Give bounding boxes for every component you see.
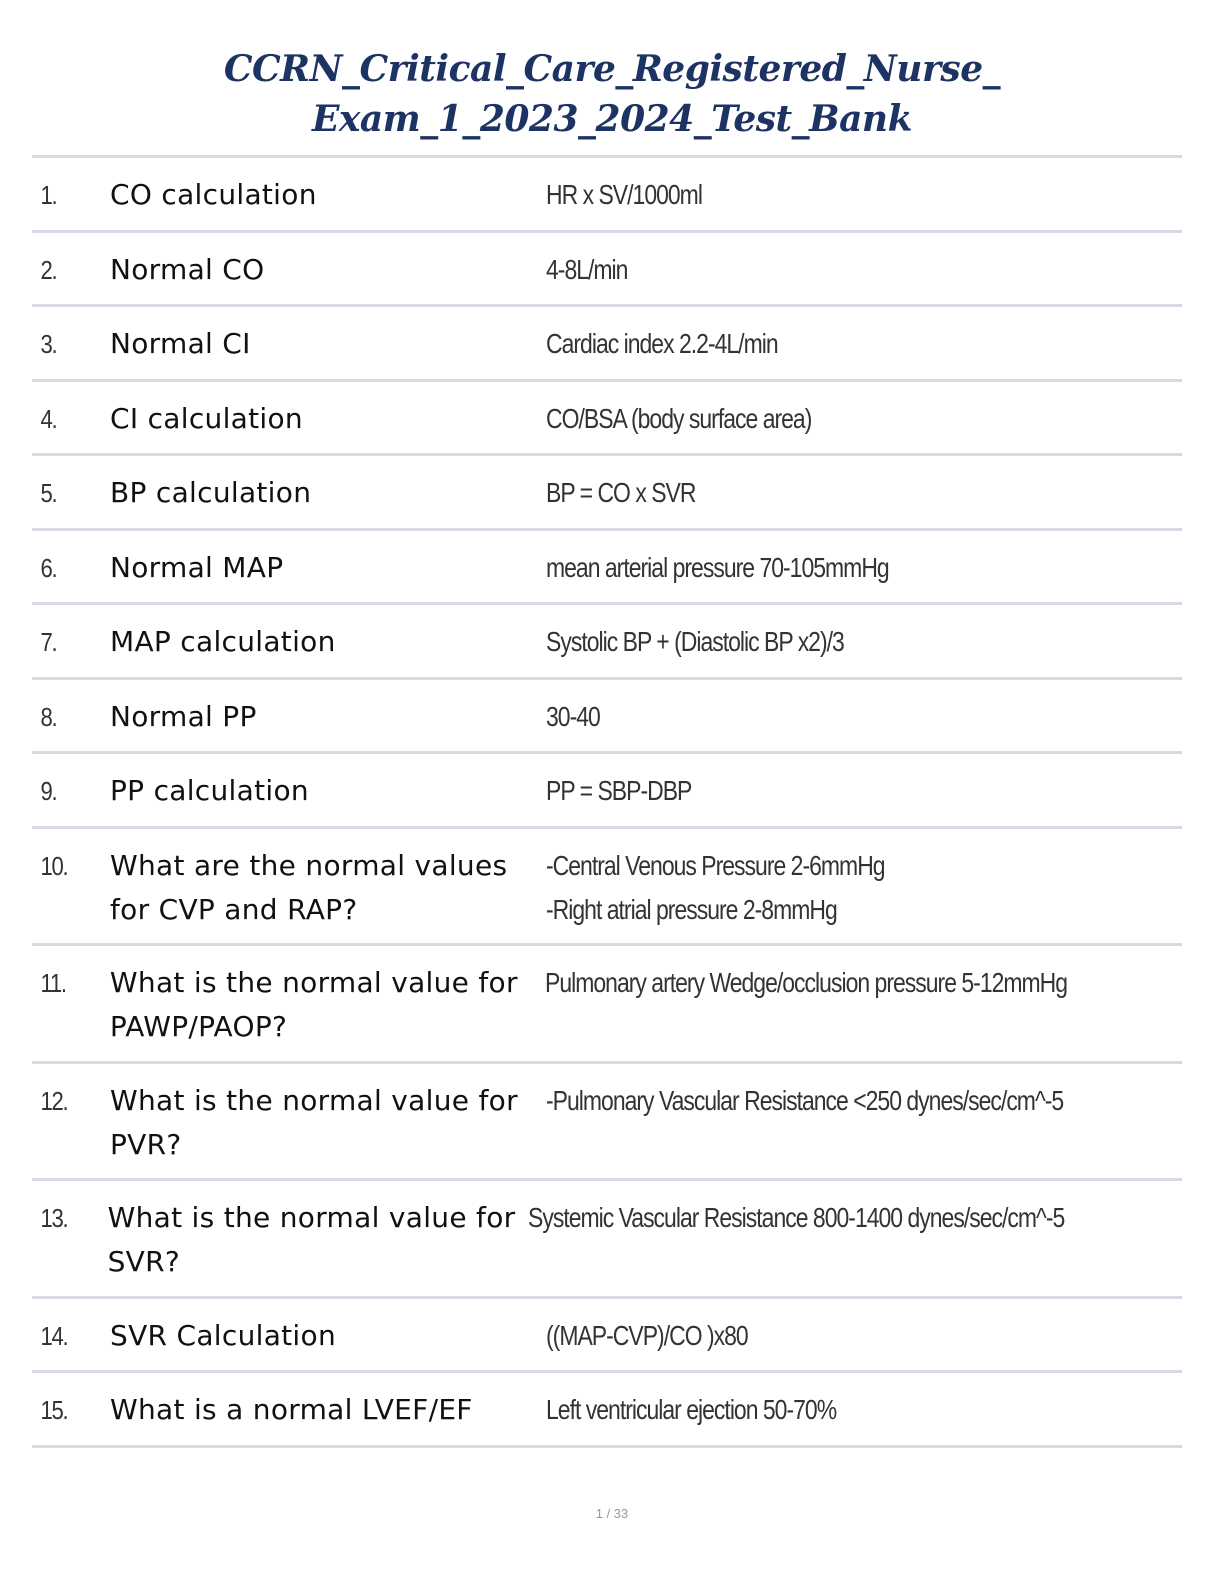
row-number: 1.: [40, 180, 57, 210]
answer-line: Cardiac index 2.2-4L/min: [546, 328, 778, 359]
row-number: 9.: [40, 776, 57, 806]
row-number: 15.: [40, 1395, 68, 1425]
answer-line: 4-8L/min: [546, 253, 628, 285]
question-text: What is the normal value for PAWP/PAOP?: [109, 966, 518, 1043]
table-row: [32, 531, 1182, 606]
answer-text: [528, 1196, 1064, 1240]
row-number: 8.: [40, 701, 57, 732]
question-text: What is a normal LVEF/EF: [110, 1393, 473, 1426]
answer-line: HR x SV/1000ml: [546, 179, 702, 210]
answer-text: [546, 173, 1068, 217]
table-row: [32, 1299, 1182, 1374]
row-number: 7.: [40, 627, 57, 657]
page-title: [0, 44, 1224, 144]
answer-line: 30-40: [546, 700, 600, 732]
table-row: [32, 829, 1182, 947]
question-text: Normal PP: [110, 699, 257, 733]
answer-line: ((MAP-CVP)/CO )x80: [546, 1319, 748, 1351]
row-number: 5.: [40, 478, 57, 508]
answer-line: -Pulmonary Vascular Resistance <250 dynes/sec/cm^-5: [546, 1084, 1064, 1116]
question-text: MAP calculation: [110, 625, 336, 658]
question-text: Normal MAP: [110, 550, 284, 584]
answer-line: CO/BSA (body surface area): [546, 402, 812, 434]
answer-text: [546, 248, 1068, 292]
title-line-2: Exam_1_2023_2024_Test_Bank: [311, 98, 913, 140]
table-row: [32, 754, 1182, 829]
question-text: What is the normal value for PVR?: [110, 1083, 518, 1161]
table-row: [32, 382, 1182, 457]
answer-text: [546, 1314, 1068, 1358]
question-text: PP calculation: [110, 774, 309, 807]
table-row: [32, 456, 1182, 531]
answer-line: PP = SBP-DBP: [546, 775, 692, 806]
row-number: 2.: [40, 254, 57, 285]
answer-line: Systemic Vascular Resistance 800-1400 dynes/sec/cm^-5: [528, 1202, 1065, 1233]
table-row: [32, 307, 1182, 382]
answer-line: Systolic BP + (Diastolic BP x2)/3: [546, 626, 844, 657]
table-row: [32, 158, 1182, 233]
row-number: 11.: [40, 968, 66, 998]
answer-line: BP = CO x SVR: [546, 477, 696, 508]
question-text: BP calculation: [110, 476, 312, 509]
question-text: What is the normal value for SVR?: [107, 1201, 516, 1278]
row-number: 13.: [40, 1203, 68, 1233]
row-number: 4.: [40, 403, 57, 434]
answer-text: [546, 471, 1068, 515]
answer-text: [546, 1388, 1068, 1432]
table-row: [32, 1181, 1182, 1299]
answer-line: Left ventricular ejection 50-70%: [546, 1394, 837, 1425]
table-row: [32, 1373, 1182, 1448]
answer-text: [546, 546, 1068, 590]
answer-text: [545, 961, 1067, 1005]
question-text: CO calculation: [110, 178, 317, 211]
row-number: 12.: [40, 1085, 68, 1116]
table-row: [32, 680, 1182, 755]
row-number: 14.: [40, 1320, 68, 1351]
answer-text: [546, 769, 1068, 813]
table-row: [32, 946, 1182, 1064]
row-number: 3.: [40, 329, 57, 359]
question-text: Normal CO: [110, 252, 265, 286]
title-line-1: CCRN_Critical_Care_Registered_Nurse_: [223, 48, 1001, 90]
answer-text: [546, 844, 1068, 932]
answer-line: -Central Venous Pressure 2-6mmHg: [546, 849, 885, 881]
table-row: [32, 233, 1182, 308]
question-text: What are the normal values for CVP and RAP?: [110, 848, 508, 926]
question-table: [32, 155, 1182, 1448]
question-text: SVR Calculation: [110, 1318, 336, 1352]
answer-text: [546, 397, 1068, 441]
answer-text: [546, 620, 1068, 664]
question-text: CI calculation: [110, 401, 303, 435]
answer-line: mean arterial pressure 70-105mmHg: [546, 551, 889, 583]
page-number: 1 / 33: [595, 1506, 629, 1521]
question-text: Normal CI: [110, 327, 251, 360]
table-row: [32, 1064, 1182, 1182]
answer-text: [546, 1079, 1068, 1123]
row-number: 10.: [40, 850, 68, 881]
table-row: [32, 605, 1182, 680]
answer-line: Pulmonary artery Wedge/occlusion pressure 5-12mmHg: [545, 967, 1068, 998]
answer-text: [546, 695, 1068, 739]
answer-line: -Right atrial pressure 2-8mmHg: [546, 893, 837, 925]
answer-text: [546, 322, 1068, 366]
row-number: 6.: [40, 552, 57, 583]
